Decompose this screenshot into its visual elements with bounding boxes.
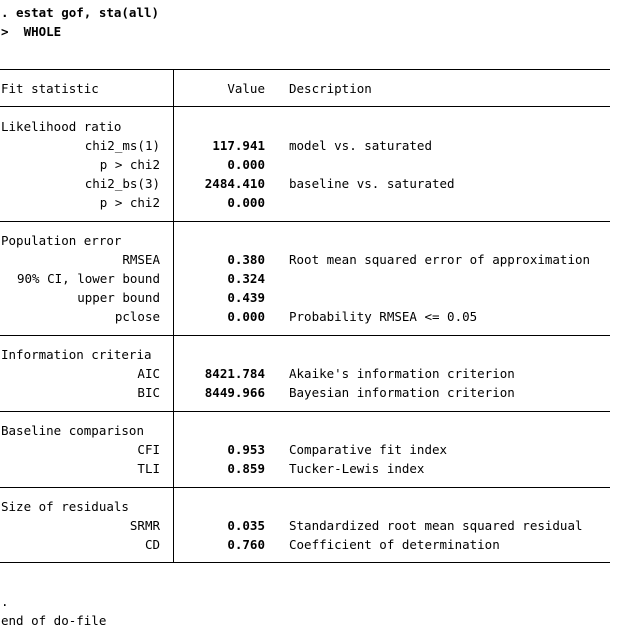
table-bottom-rule	[0, 562, 610, 563]
row-value: 0.000	[227, 195, 265, 210]
section-rule-1	[0, 221, 610, 222]
row-value: 0.380	[227, 252, 265, 267]
row-label: chi2_bs(3)	[84, 176, 160, 191]
row-value: 0.000	[227, 157, 265, 172]
header-rule	[0, 106, 610, 107]
section-rule-2	[0, 335, 610, 336]
section-rule-3	[0, 411, 610, 412]
header-description: Description	[289, 81, 372, 96]
row-value: 2484.410	[204, 176, 265, 191]
section-rule-4	[0, 487, 610, 488]
row-description: Standardized root mean squared residual	[289, 518, 583, 533]
row-label: CD	[144, 537, 160, 552]
section-title-likelihood-ratio: Likelihood ratio	[1, 119, 122, 134]
row-description: Tucker-Lewis index	[289, 461, 425, 476]
row-label: TLI	[137, 461, 160, 476]
row-label: chi2_ms(1)	[84, 138, 160, 153]
table-top-rule	[0, 69, 610, 70]
command-line: . estat gof, sta(all)	[1, 5, 160, 20]
section-title-size-of-residuals: Size of residuals	[1, 499, 129, 514]
row-description: Root mean squared error of approximation	[289, 252, 591, 267]
row-value: 0.035	[227, 518, 265, 533]
row-label: AIC	[137, 366, 160, 381]
row-value: 0.953	[227, 442, 265, 457]
group-label: > WHOLE	[1, 24, 62, 39]
section-title-information-criteria: Information criteria	[1, 347, 152, 362]
row-label: BIC	[137, 385, 160, 400]
row-description: Comparative fit index	[289, 442, 448, 457]
row-value: 117.941	[212, 138, 265, 153]
prompt-dot: .	[1, 594, 9, 609]
row-label: 90% CI, lower bound	[17, 271, 160, 286]
row-label: CFI	[137, 442, 160, 457]
row-label: upper bound	[77, 290, 160, 305]
row-description: Akaike's information criterion	[289, 366, 515, 381]
row-description: Coefficient of determination	[289, 537, 500, 552]
row-value: 0.859	[227, 461, 265, 476]
row-description: Bayesian information criterion	[289, 385, 515, 400]
row-label: p > chi2	[99, 157, 160, 172]
row-label: p > chi2	[99, 195, 160, 210]
row-label: pclose	[114, 309, 160, 324]
row-value: 8449.966	[204, 385, 265, 400]
row-label: RMSEA	[122, 252, 160, 267]
row-value: 8421.784	[204, 366, 265, 381]
section-title-population-error: Population error	[1, 233, 122, 248]
section-title-baseline-comparison: Baseline comparison	[1, 423, 144, 438]
row-description: Probability RMSEA <= 0.05	[289, 309, 478, 324]
row-value: 0.760	[227, 537, 265, 552]
header-value: Value	[227, 81, 265, 96]
row-label: SRMR	[129, 518, 160, 533]
row-value: 0.000	[227, 309, 265, 324]
end-of-do-file: end of do-file	[1, 613, 107, 628]
header-fit-statistic: Fit statistic	[1, 81, 99, 96]
row-value: 0.324	[227, 271, 265, 286]
row-value: 0.439	[227, 290, 265, 305]
row-description: baseline vs. saturated	[289, 176, 455, 191]
row-description: model vs. saturated	[289, 138, 432, 153]
